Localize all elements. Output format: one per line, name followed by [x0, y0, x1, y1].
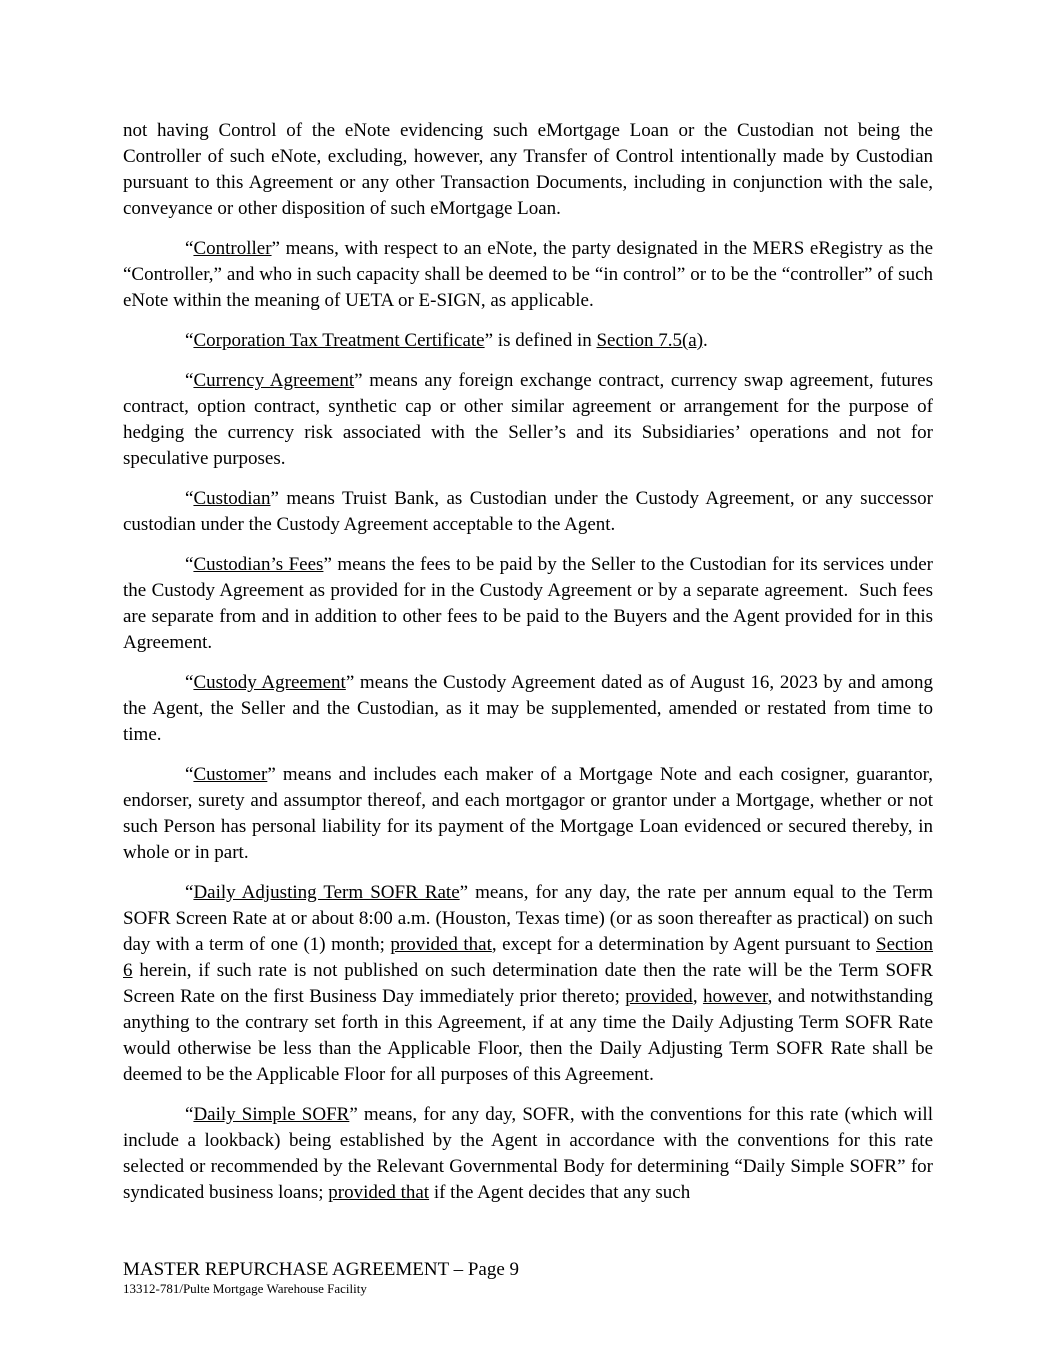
- defined-term: provided that: [390, 934, 492, 955]
- defined-term: Controller: [193, 238, 272, 259]
- paragraph: [123, 670, 933, 748]
- defined-term: however: [702, 986, 768, 1007]
- defined-term: Daily Simple SOFR: [193, 1104, 350, 1125]
- defined-term: Daily Adjusting Term SOFR Rate: [193, 882, 460, 903]
- paragraph: [123, 880, 933, 1088]
- paragraph: [123, 368, 933, 472]
- defined-term: Corporation Tax Treatment Certificate: [193, 330, 485, 351]
- body-text: ” means the Custody Agreement dated as of August 16, 2023 by and among the Agent, the Seller and the Custodian, as it may be supplemented, amended or restated from time to time.: [123, 672, 934, 745]
- body-text: “: [185, 330, 194, 351]
- body-text: “: [185, 488, 194, 509]
- body-text: “: [185, 882, 194, 903]
- defined-term: Custodian’s Fees: [193, 554, 324, 575]
- body-text: , except for a determination by Agent pursuant to: [491, 934, 877, 955]
- body-text: “: [185, 370, 194, 391]
- body-text: , and notwithstanding anything to the contrary set forth in this Agreement, if at any time the Daily Adjusting Term SOFR Rate would otherwise be less than the Applicable Floor, then the Daily Adjusting Term SOFR Rate shall be deemed to be the Applicable Floor for all purposes of this Agreement.: [123, 986, 933, 1085]
- body-text: ” is defined in: [484, 330, 597, 351]
- paragraph: [123, 118, 933, 222]
- defined-term: provided: [625, 986, 693, 1007]
- body-text: “: [185, 554, 194, 575]
- body-text: ” means, for any day, the rate per annum equal to the Term SOFR Screen Rate at or about 8:00 a.m. (Houston, Texas time) (or as soon thereafter as practical) on such day with a term of one (1) month;: [123, 882, 934, 955]
- body-text: .: [703, 330, 708, 351]
- defined-term: provided that: [328, 1182, 430, 1203]
- body-text: not having Control of the eNote evidencing such eMortgage Loan or the Custodian not being the Controller of such eNote, excluding, however, any Transfer of Control intentionally made by Custodian pursuant to this Agreement or any other Transaction Documents, including in conjunction with the sale, conveyance or other disposition of such eMortgage Loan.: [123, 120, 933, 219]
- footer-reference: 13312-781/Pulte Mortgage Warehouse Facility: [123, 1281, 367, 1296]
- paragraph: [123, 762, 933, 866]
- body-text: ” means the fees to be paid by the Seller to the Custodian for its services under the Custody Agreement as provided for in the Custody Agreement or by a separate agreement. Such fees are separate from and in addition to other fees to be paid to the Buyers and the Agent provided for in this Agreement.: [123, 554, 933, 653]
- paragraph: [123, 552, 933, 656]
- document-body: [123, 118, 933, 1220]
- paragraph: [123, 1102, 933, 1206]
- body-text: ” means and includes each maker of a Mortgage Note and each cosigner, guarantor, endorser, surety and assumptor thereof, and each mortgagor or grantor under a Mortgage, whether or not such Person has personal liability for its payment of the Mortgage Loan evidenced or secured thereby, in whole or in part.: [123, 764, 933, 863]
- body-text: if the Agent decides that any such: [429, 1182, 691, 1203]
- defined-term: Custodian: [193, 488, 271, 509]
- defined-term: Section 6: [123, 934, 934, 981]
- paragraph: [123, 328, 933, 354]
- paragraph: [123, 486, 933, 538]
- body-text: ” means, with respect to an eNote, the party designated in the MERS eRegistry as the “Controller,” and who in such capacity shall be deemed to be “in control” or to be the “controller” of such eNote within the meaning of UETA or E-SIGN, as applicable.: [123, 238, 933, 311]
- body-text: ” means Truist Bank, as Custodian under the Custody Agreement, or any successor custodian under the Custody Agreement acceptable to the Agent.: [123, 488, 933, 535]
- body-text: ” means, for any day, SOFR, with the conventions for this rate (which will include a lookback) being established by the Agent in accordance with the conventions for this rate selected or recommended by the Relevant Governmental Body for determining “Daily Simple SOFR” for syndicated business loans;: [123, 1104, 933, 1203]
- defined-term: Currency Agreement: [193, 370, 355, 391]
- body-text: ,: [692, 986, 703, 1007]
- page-footer: [123, 1258, 933, 1297]
- body-text: “: [185, 672, 194, 693]
- body-text: “: [185, 764, 194, 785]
- body-text: herein, if such rate is not published on such determination date then the rate will be the Term SOFR Screen Rate on the first Business Day immediately prior thereto;: [123, 960, 933, 1007]
- paragraph: [123, 236, 933, 314]
- footer-title: MASTER REPURCHASE AGREEMENT – Page 9: [123, 1259, 520, 1280]
- defined-term: Section 7.5(a): [596, 330, 704, 351]
- defined-term: Custody Agreement: [193, 672, 346, 693]
- defined-term: Customer: [193, 764, 268, 785]
- body-text: ” means any foreign exchange contract, currency swap agreement, futures contract, option contract, synthetic cap or other similar agreement or arrangement for the purpose of hedging the currency risk associated with the Seller’s and its Subsidiaries’ operations and not for speculative purposes.: [123, 370, 933, 469]
- body-text: “: [185, 1104, 194, 1125]
- body-text: “: [185, 238, 194, 259]
